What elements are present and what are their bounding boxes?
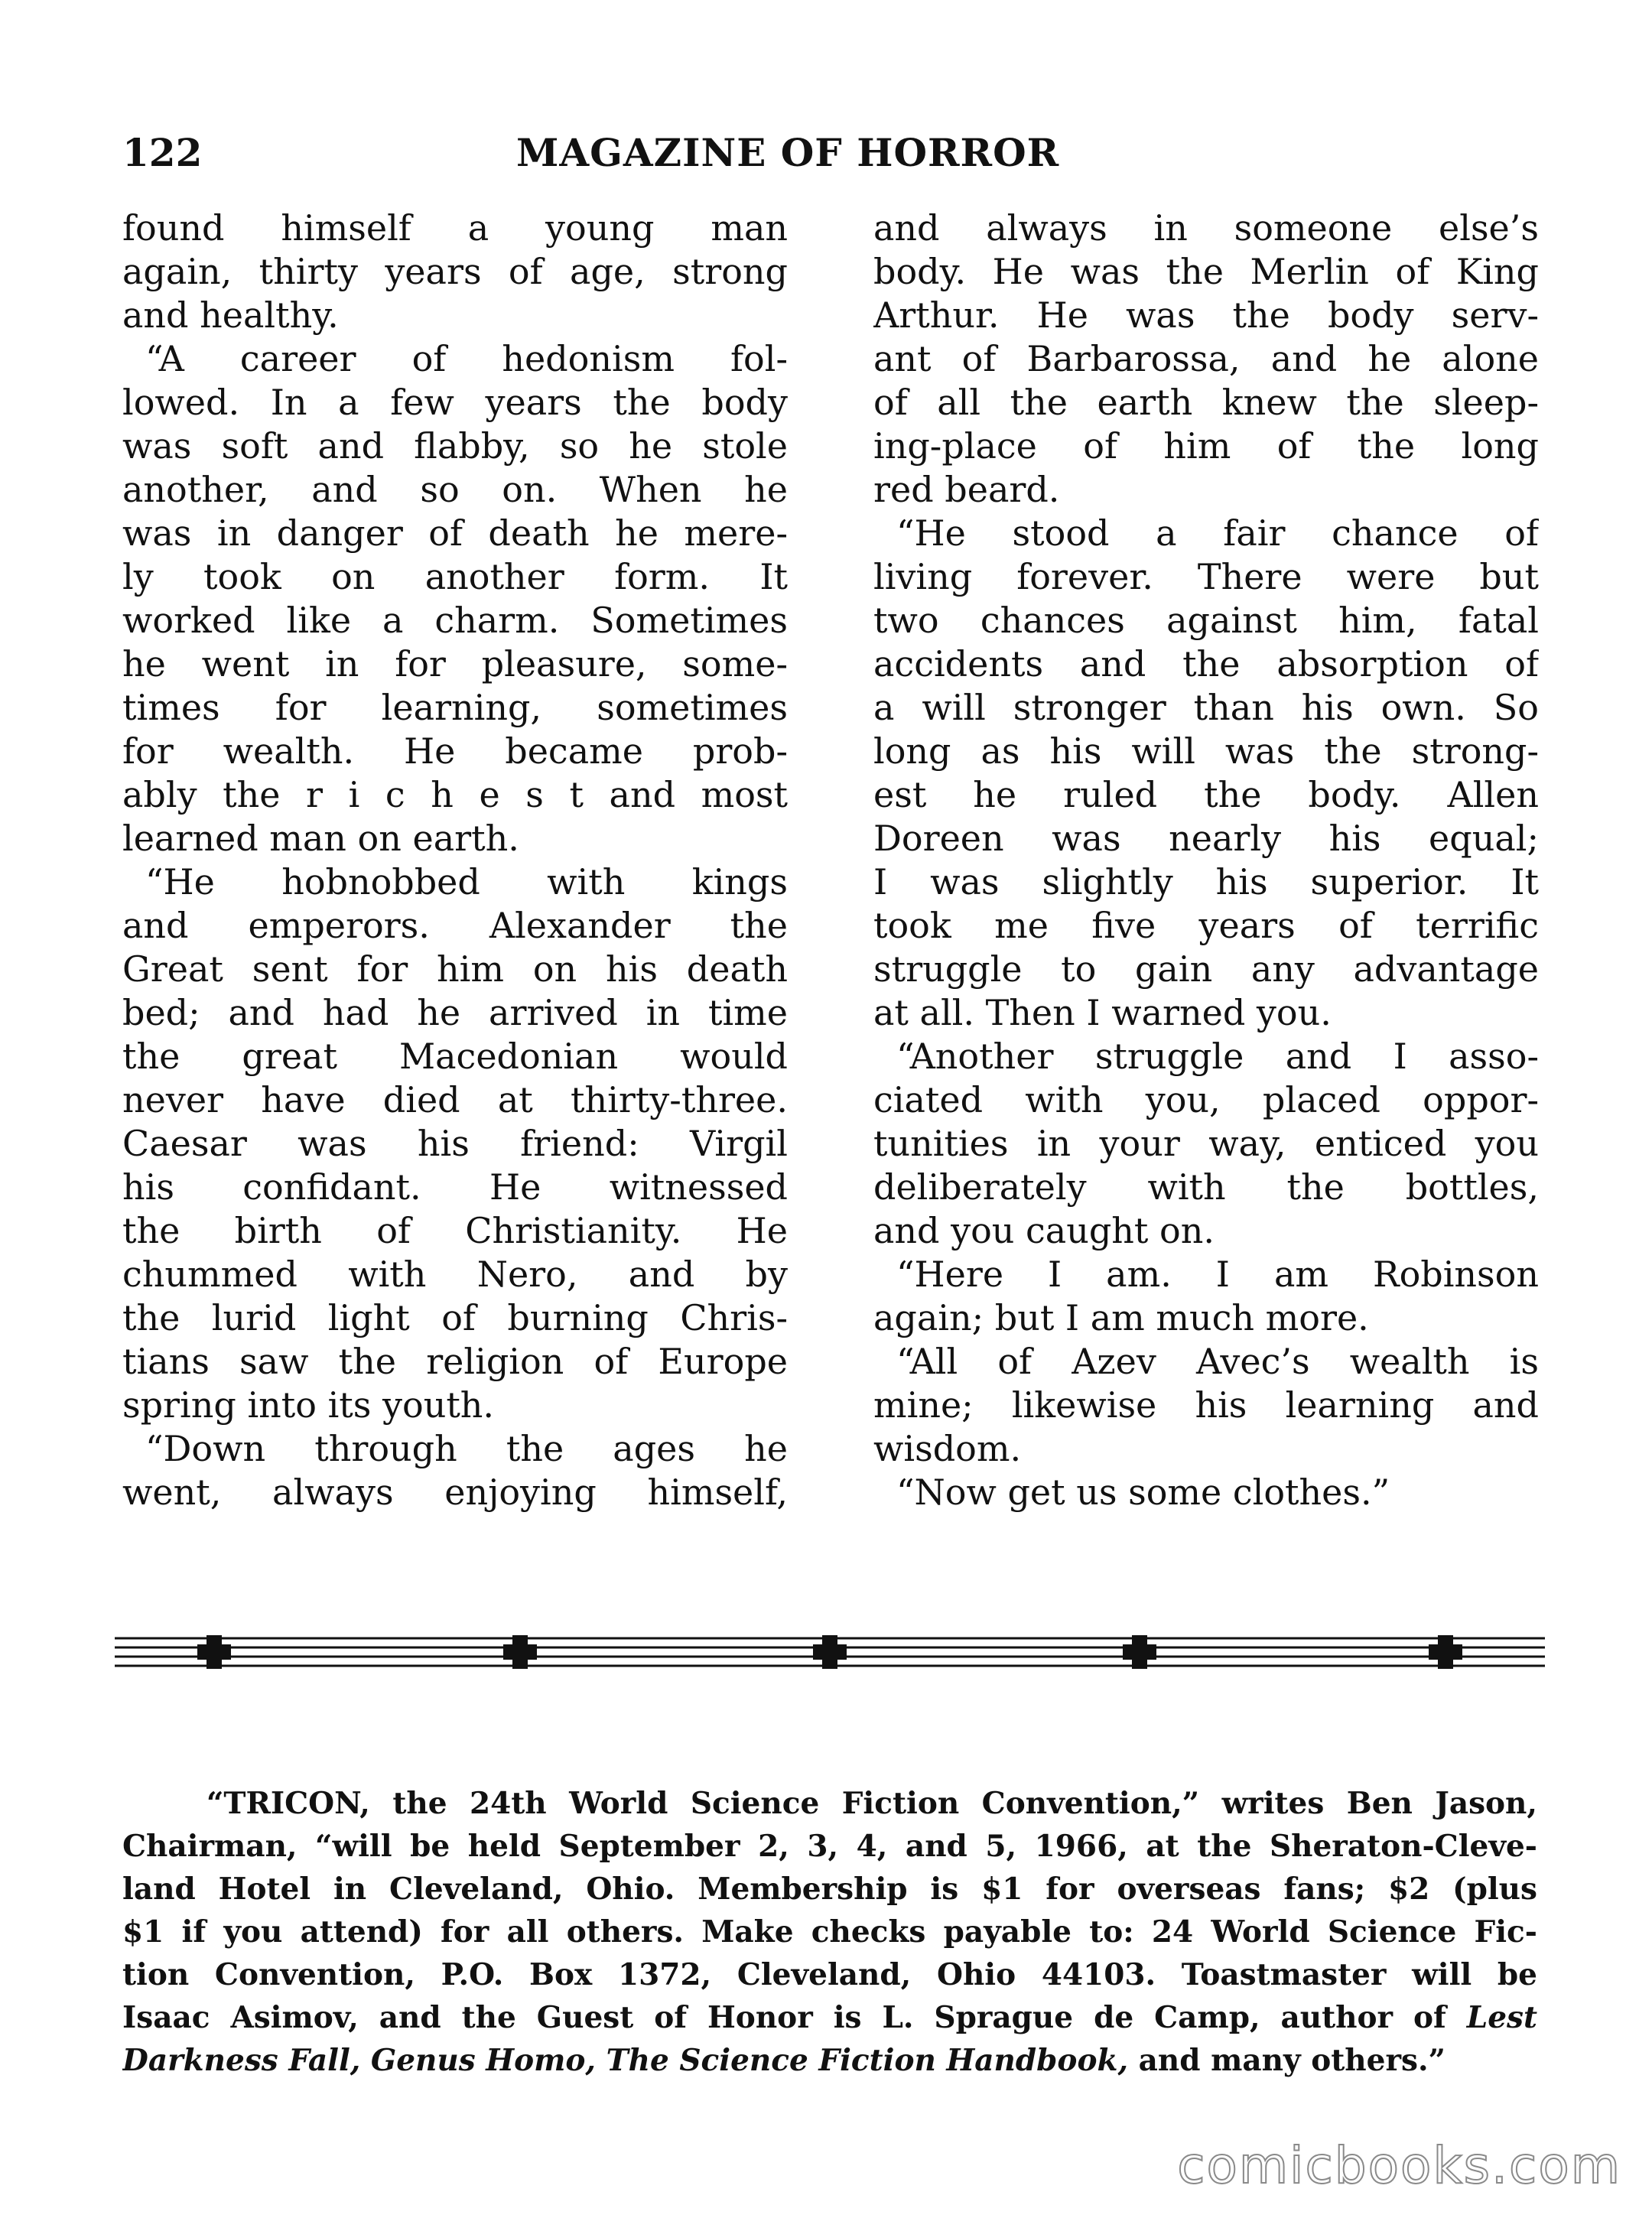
notice-line: land Hotel in Cleveland, Ohio. Membership is $1 for overseas fans; $2 (plus (122, 1872, 1537, 1907)
page-number: 122 (122, 130, 203, 175)
text-line: ably the r i c h e s t and most (122, 774, 788, 815)
text-line: tunities in your way, enticed you (873, 1123, 1539, 1164)
text-line: ciated with you, placed oppor- (873, 1079, 1539, 1120)
text-line: mine; likewise his learning and (873, 1384, 1539, 1426)
text-line: again; but I am much more. (873, 1297, 1369, 1338)
notice-line: tion Convention, P.O. Box 1372, Cleveland, Ohio 44103. Toastmaster will be (122, 1957, 1537, 1992)
text-line: “He stood a fair chance of (896, 512, 1539, 554)
text-line: found himself a young man (122, 207, 788, 249)
text-line: and healthy. (122, 294, 339, 336)
text-line: est he ruled the body. Allen (873, 774, 1539, 815)
text-line: I was slightly his superior. It (873, 861, 1539, 902)
text-line: Great sent for him on his death (122, 948, 788, 990)
watermark-logo: comicbooks.com (1177, 2136, 1621, 2195)
text-line: ly took on another form. It (122, 556, 788, 597)
text-line: accidents and the absorption of (873, 643, 1539, 685)
text-line: worked like a charm. Sometimes (122, 600, 788, 641)
text-line: another, and so on. When he (122, 469, 788, 510)
text-line: at all. Then I warned you. (873, 992, 1332, 1033)
text-line: Doreen was nearly his equal; (873, 818, 1539, 859)
text-line: he went in for pleasure, some- (122, 643, 788, 685)
text-line: again, thirty years of age, strong (122, 251, 788, 292)
text-line: “He hobnobbed with kings (145, 861, 788, 902)
text-line: and always in someone else’s (873, 207, 1539, 249)
book-title: Lest (1466, 2000, 1537, 2035)
notice-line-with-title (122, 1996, 1537, 2039)
text-line: “Another struggle and I asso- (896, 1036, 1539, 1077)
text-line: “Here I am. I am Robinson (896, 1254, 1539, 1295)
text-line: and you caught on. (873, 1210, 1215, 1251)
text-line: times for learning, sometimes (122, 687, 788, 728)
text-line: learned man on earth. (122, 818, 519, 859)
text-line: “Down through the ages he (145, 1428, 788, 1469)
text-line: “Now get us some clothes.” (896, 1472, 1390, 1513)
text-line: deliberately with the bottles, (873, 1166, 1539, 1208)
text-line: for wealth. He became prob- (122, 730, 788, 772)
text-line: spring into its youth. (122, 1384, 495, 1426)
text-line: never have died at thirty-three. (122, 1079, 788, 1120)
running-head: MAGAZINE OF HORROR (516, 130, 1060, 175)
text-line: Caesar was his friend: Virgil (122, 1123, 788, 1164)
text-line: red beard. (873, 469, 1060, 510)
text-line: tians saw the religion of Europe (122, 1341, 788, 1382)
book-titles: Darkness Fall, Genus Homo, The Science Fiction Handbook, (122, 2043, 1129, 2078)
text-line: went, always enjoying himself, (122, 1472, 788, 1513)
notice-closing: and many others.” (1128, 2043, 1446, 2078)
text-line: ing-place of him of the long (873, 425, 1539, 467)
right-column (873, 207, 1539, 1514)
notice-line: $1 if you attend) for all others. Make checks payable to: 24 World Science Fic- (122, 1914, 1537, 1950)
left-column (122, 207, 788, 1514)
text-line: a will stronger than his own. So (873, 687, 1539, 728)
text-line: bed; and had he arrived in time (122, 992, 788, 1033)
text-line: Arthur. He was the body serv- (873, 294, 1539, 336)
text-line: was soft and flabby, so he stole (122, 425, 788, 467)
text-line: “A career of hedonism fol- (145, 338, 788, 379)
notice-line: “TRICON, the 24th World Science Fiction Convention,” writes Ben Jason, (206, 1786, 1537, 1821)
convention-notice (122, 1782, 1537, 2082)
section-divider-ornament (115, 1629, 1545, 1675)
text-line: wisdom. (873, 1428, 1022, 1469)
notice-line: Chairman, “will be held September 2, 3, 4, and 5, 1966, at the Sheraton-Cleve- (122, 1829, 1537, 1864)
text-line: his confidant. He witnessed (122, 1166, 788, 1208)
text-line: living forever. There were but (873, 556, 1539, 597)
text-line: was in danger of death he mere- (122, 512, 788, 554)
text-line: of all the earth knew the sleep- (873, 382, 1539, 423)
page-header (0, 126, 1652, 180)
text-line: chummed with Nero, and by (122, 1254, 788, 1295)
text-line: and emperors. Alexander the (122, 905, 788, 946)
notice-line-with-titles (122, 2039, 1537, 2082)
text-line: ant of Barbarossa, and he alone (873, 338, 1539, 379)
text-line: long as his will was the strong- (873, 730, 1539, 772)
text-line: two chances against him, fatal (873, 600, 1539, 641)
notice-line-text: Isaac Asimov, and the Guest of Honor is L. Sprague de Camp, author of (122, 2000, 1467, 2035)
text-line: the great Macedonian would (122, 1036, 788, 1077)
text-line: struggle to gain any advantage (873, 948, 1539, 990)
text-line: body. He was the Merlin of King (873, 251, 1539, 292)
text-line: took me five years of terrific (873, 905, 1539, 946)
text-line: “All of Azev Avec’s wealth is (896, 1341, 1539, 1382)
text-line: the birth of Christianity. He (122, 1210, 788, 1251)
text-line: lowed. In a few years the body (122, 382, 788, 423)
text-line: the lurid light of burning Chris- (122, 1297, 788, 1338)
